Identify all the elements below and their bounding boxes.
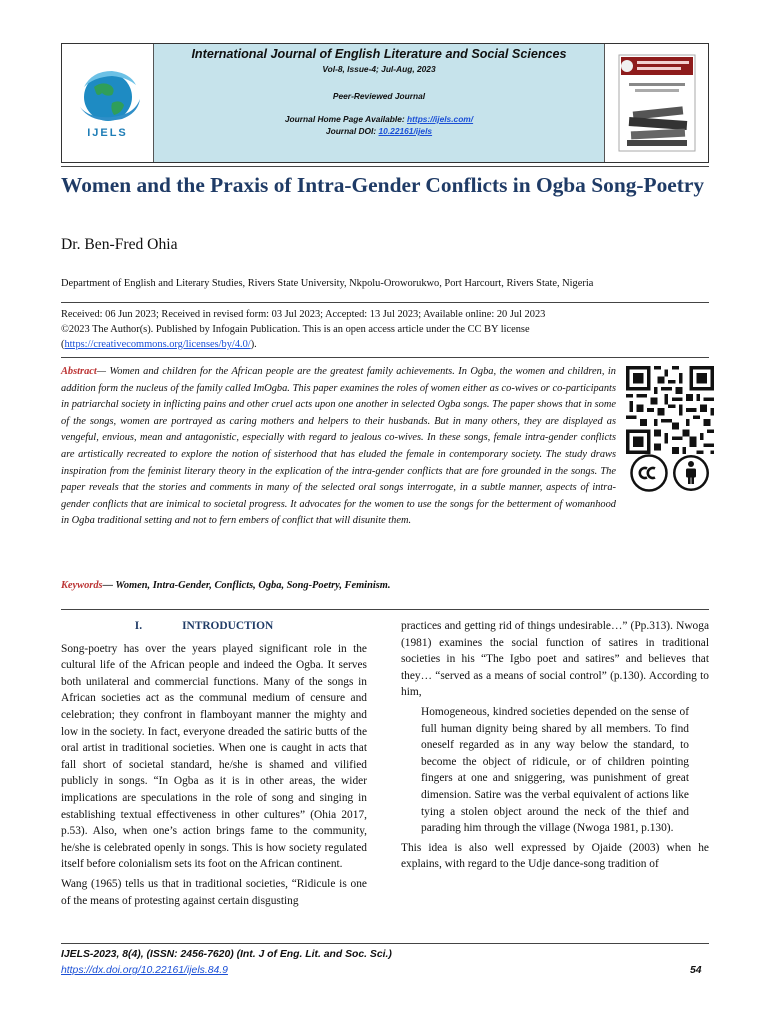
journal-header	[61, 43, 709, 163]
section-number: I.	[134, 620, 143, 632]
section-title: INTRODUCTION	[182, 620, 274, 632]
abstract	[61, 364, 616, 530]
keywords-text: — Women, Intra-Gender, Conflicts, Ogba, Song-Poetry, Feminism.	[102, 580, 391, 591]
license-link[interactable]: https://creativecommons.org/licenses/by/4.0/	[64, 339, 251, 350]
copyright-notice: ©2023 The Author(s). Published by Infogain Publication. This is an open access article under the CC BY license	[61, 324, 530, 335]
article-dates-block	[61, 307, 545, 352]
abstract-text: — Women and children for the African people are the greatest family achievements. In Ogba, the women and children, in addition form the nucleus of the family called ImOgba. This paper examines the roles of women either as co-wives or co-participants in patriarchal society in inflicting pains and other cruel acts upon one another in selected Ogba songs. The paper shows that in some of the songs, women are portrayed as caring mothers and helpers to their husbands. But in many others, they are displayed as vengeful, envious, mean and antagonistic, especially with regard to jealous co-wives. In these songs, female intra-gender conflicts are artistically recreated to explore the notion of sisterhood that has eluded the female in contemporary society. The study draws inspiration from the feminist literary theory in the explication of the intra-gender conflicts that are fore grounded in the songs. The paper reveals that the stories and comments in many of the selected oral songs interrogate, in a subtle manner, aspects of intra-gender conflicts that are inimical to societal progress. It advocates for the women to use the songs for the betterment of womanhood in Ogba traditional setting and not to fern embers of conflict that will disunite them.	[61, 366, 616, 527]
journal-info	[154, 44, 604, 162]
cc-license-badges[interactable]	[630, 454, 712, 492]
keywords-label: Keywords	[61, 580, 103, 591]
journal-home-link[interactable]: https://ijels.com/	[407, 114, 474, 124]
journal-logo	[62, 44, 154, 162]
page-number: 54	[690, 965, 702, 976]
peer-reviewed-label: Peer-Reviewed Journal	[332, 91, 426, 101]
journal-volume: Vol-8, Issue-4; Jul-Aug, 2023	[322, 64, 436, 74]
author-name: Dr. Ben-Fred Ohia	[61, 236, 178, 253]
keywords	[61, 580, 390, 591]
license-line: (https://creativecommons.org/licenses/by/4.0/).	[61, 339, 257, 350]
dates-divider	[61, 357, 709, 358]
footer-citation: IJELS-2023, 8(4), (ISSN: 2456-7620) (Int. J of Eng. Lit. and Soc. Sci.)	[61, 949, 392, 960]
body-column-left	[61, 618, 367, 912]
footer-divider	[61, 943, 709, 944]
intro-paragraph-1: Song-poetry has over the years played significant role in the cultural life of the African people and indeed the Ogba. It serves both unilateral and commercial functions. Many of the songs in African societies act as the communal medium of censure and celebration; they confront in flamboyant manner the mighty and low in the society. In fact, everyone dreaded the satiric butts of the oral artist in traditional societies. When one is caught in acts that fall short of societal standard, he/she is shamed and vilified publicly in songs. “In Ogba as it is in other areas, the wider implications are speculations in the role of song and singing in establishing textual effectiveness in other cultures” (Ohia 2017, p.53). Also, when one’s action brings fame to the community, he/she is celebrated openly in songs. This is how society regulated itself before colonialism sets its foot on the African continent.	[61, 642, 367, 871]
article-dates: Received: 06 Jun 2023; Received in revised form: 03 Jul 2023; Accepted: 13 Jul 2023; Available online: 20 Jul 2023	[61, 309, 546, 320]
globe-logo-icon	[72, 67, 144, 129]
intro-paragraph-2: Wang (1965) tells us that in traditional societies, “Ridicule is one of the means of protesting against certain disgusting	[61, 877, 367, 907]
block-quote: Homogeneous, kindred societies depended on the sense of full human dignity being shared by all members. To find oneself regarded as in any way below the standard, to become the object of ridicule, or of children pointing fingers at one and sniggering, was punishment of great dimension. Satire was the verbal equivalent of actions like tying a stolen object around the neck of the thief and parading him through the village (Nwoga 1981, p.130).	[421, 705, 689, 835]
author-affiliation: Department of English and Literary Studies, Rivers State University, Nkpolu-Oroworukwo, Port Harcourt, Rivers State, Nigeria	[61, 278, 594, 289]
right-paragraph-2: This idea is also well expressed by Ojaide (2003) when he explains, with regard to the Udje dance-song tradition of	[401, 841, 709, 871]
paper-title: Women and the Praxis of Intra-Gender Conflicts in Ogba Song-Poetry	[61, 173, 705, 197]
creative-commons-icon	[630, 454, 668, 492]
keywords-divider	[61, 609, 709, 610]
journal-home-line	[285, 114, 473, 124]
qr-code-icon[interactable]	[626, 366, 714, 454]
journal-cover-image	[615, 51, 699, 155]
journal-doi-line	[326, 126, 432, 136]
journal-doi-label: Journal DOI:	[325, 126, 379, 136]
journal-home-label: Journal Home Page Available:	[284, 114, 407, 124]
attribution-person-icon	[672, 454, 710, 492]
section-heading	[61, 618, 367, 635]
header-divider	[61, 166, 709, 167]
right-paragraph-1: practices and getting rid of things undesirable…” (Pp.313). Nwoga (1981) examines the social function of satires in traditional societies in his “The Igbo poet and satires” and believes that they… “served as a means of social control” (p.130). According to him,	[401, 620, 709, 699]
journal-doi-link[interactable]: 10.22161/ijels	[378, 126, 433, 136]
affiliation-divider	[61, 302, 709, 303]
footer-doi-link[interactable]: https://dx.doi.org/10.22161/ijels.84.9	[61, 965, 228, 976]
abstract-label: Abstract	[61, 366, 97, 377]
journal-cover	[604, 44, 708, 162]
body-column-right	[401, 618, 709, 876]
journal-title: International Journal of English Literature and Social Sciences	[191, 47, 567, 61]
journal-logo-text: IJELS	[87, 127, 128, 139]
